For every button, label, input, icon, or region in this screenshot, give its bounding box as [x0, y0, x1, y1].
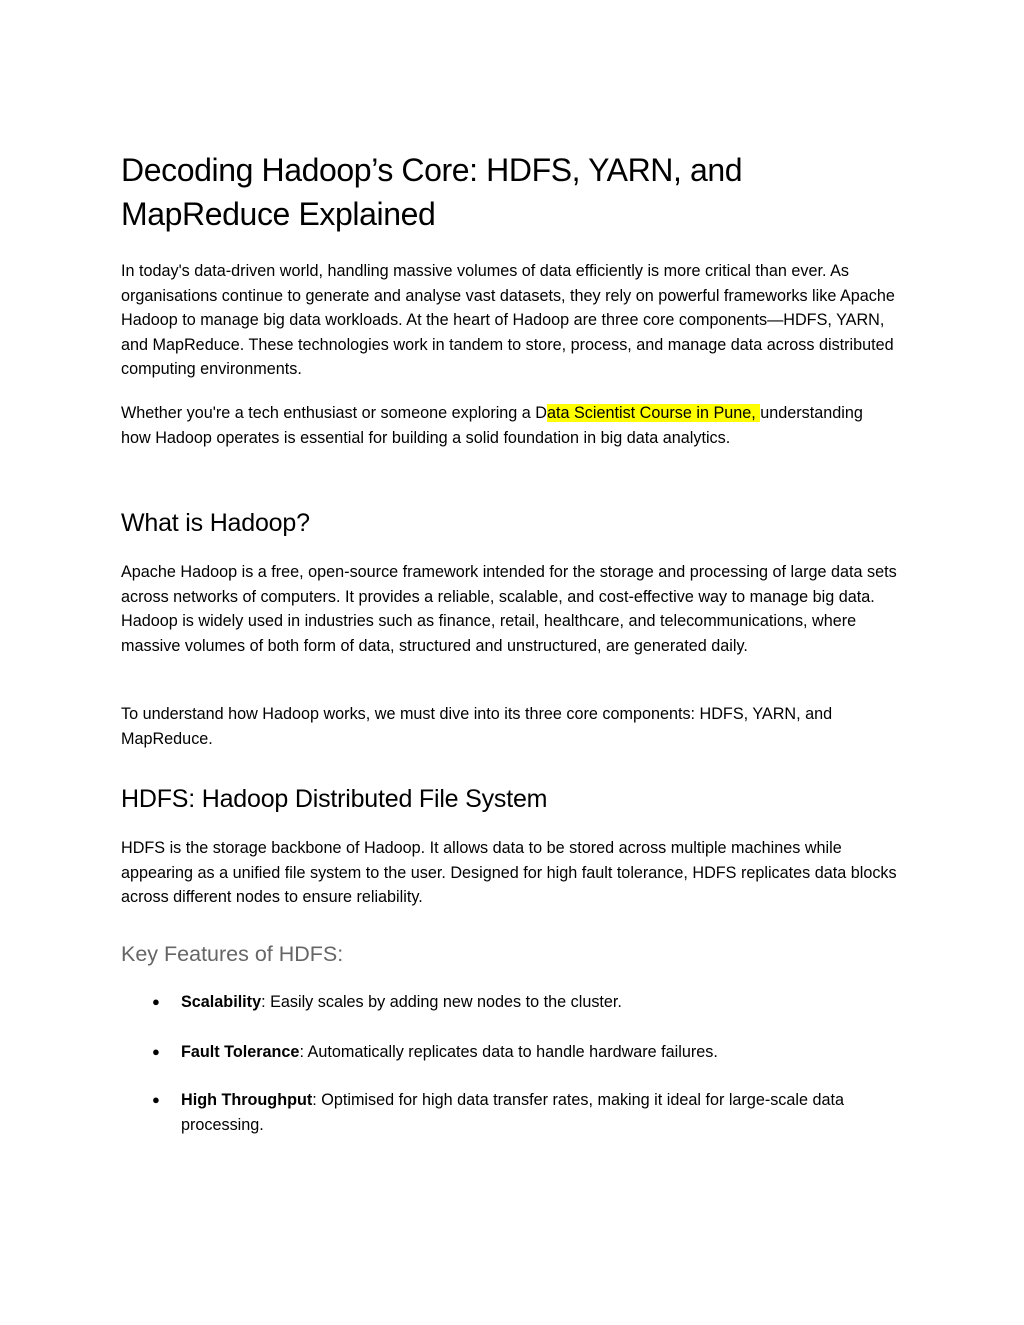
list-item-text	[181, 1040, 897, 1065]
feature-term: Fault Tolerance	[181, 1043, 300, 1061]
feature-description: : Easily scales by adding new nodes to the cluster.	[261, 993, 622, 1011]
document-title: Decoding Hadoop’s Core: HDFS, YARN, and MapReduce Explained	[121, 152, 743, 232]
course-paragraph	[121, 401, 897, 450]
course-paragraph-tail: understanding how Hadoop operates is essential for building a solid foundation in big data analytics.	[121, 404, 863, 447]
bullet-icon: ●	[152, 1092, 160, 1107]
feature-term: High Throughput	[181, 1091, 313, 1109]
heading-hdfs: HDFS: Hadoop Distributed File System	[121, 785, 548, 813]
hadoop-paragraph-2: To understand how Hadoop works, we must dive into its three core components: HDFS, YARN, and MapReduce.	[121, 705, 833, 748]
feature-description: : Automatically replicates data to handle hardware failures.	[299, 1043, 718, 1061]
bullet-icon: ●	[152, 994, 160, 1009]
bullet-icon: ●	[152, 1044, 160, 1059]
course-paragraph-lead: Whether you're a tech enthusiast or someone exploring a D	[121, 404, 547, 422]
intro-paragraph: In today's data-driven world, handling massive volumes of data efficiently is more critical than ever. As organisations continue to generate and analyse vast datasets, they rely on powerful frameworks like Apache Hadoop to manage big data workloads. At the heart of Hadoop are three core components—HDFS, YARN, and MapReduce. These technologies work in tandem to store, process, and manage data across distributed computing environments.	[121, 262, 895, 378]
course-link-highlight[interactable]: ata Scientist Course in Pune,	[547, 404, 761, 422]
feature-description: : Optimised for high data transfer rates, making it ideal for large-scale data processing.	[181, 1091, 845, 1134]
list-item-text	[181, 990, 897, 1015]
heading-what-is-hadoop: What is Hadoop?	[121, 509, 310, 537]
heading-key-features: Key Features of HDFS:	[121, 942, 344, 966]
hdfs-paragraph: HDFS is the storage backbone of Hadoop. It allows data to be stored across multiple machines while appearing as a unified file system to the user. Designed for high fault tolerance, HDFS replicates data blocks across different nodes to ensure reliability.	[121, 839, 897, 906]
feature-term: Scalability	[181, 993, 262, 1011]
list-item-text	[181, 1088, 897, 1137]
hadoop-paragraph-1: Apache Hadoop is a free, open-source framework intended for the storage and processing of large data sets across networks of computers. It provides a reliable, scalable, and cost-effective way to manage big data. Hadoop is widely used in industries such as finance, retail, healthcare, and telecommunications, where massive volumes of both form of data, structured and unstructured, are generated daily.	[121, 563, 897, 655]
